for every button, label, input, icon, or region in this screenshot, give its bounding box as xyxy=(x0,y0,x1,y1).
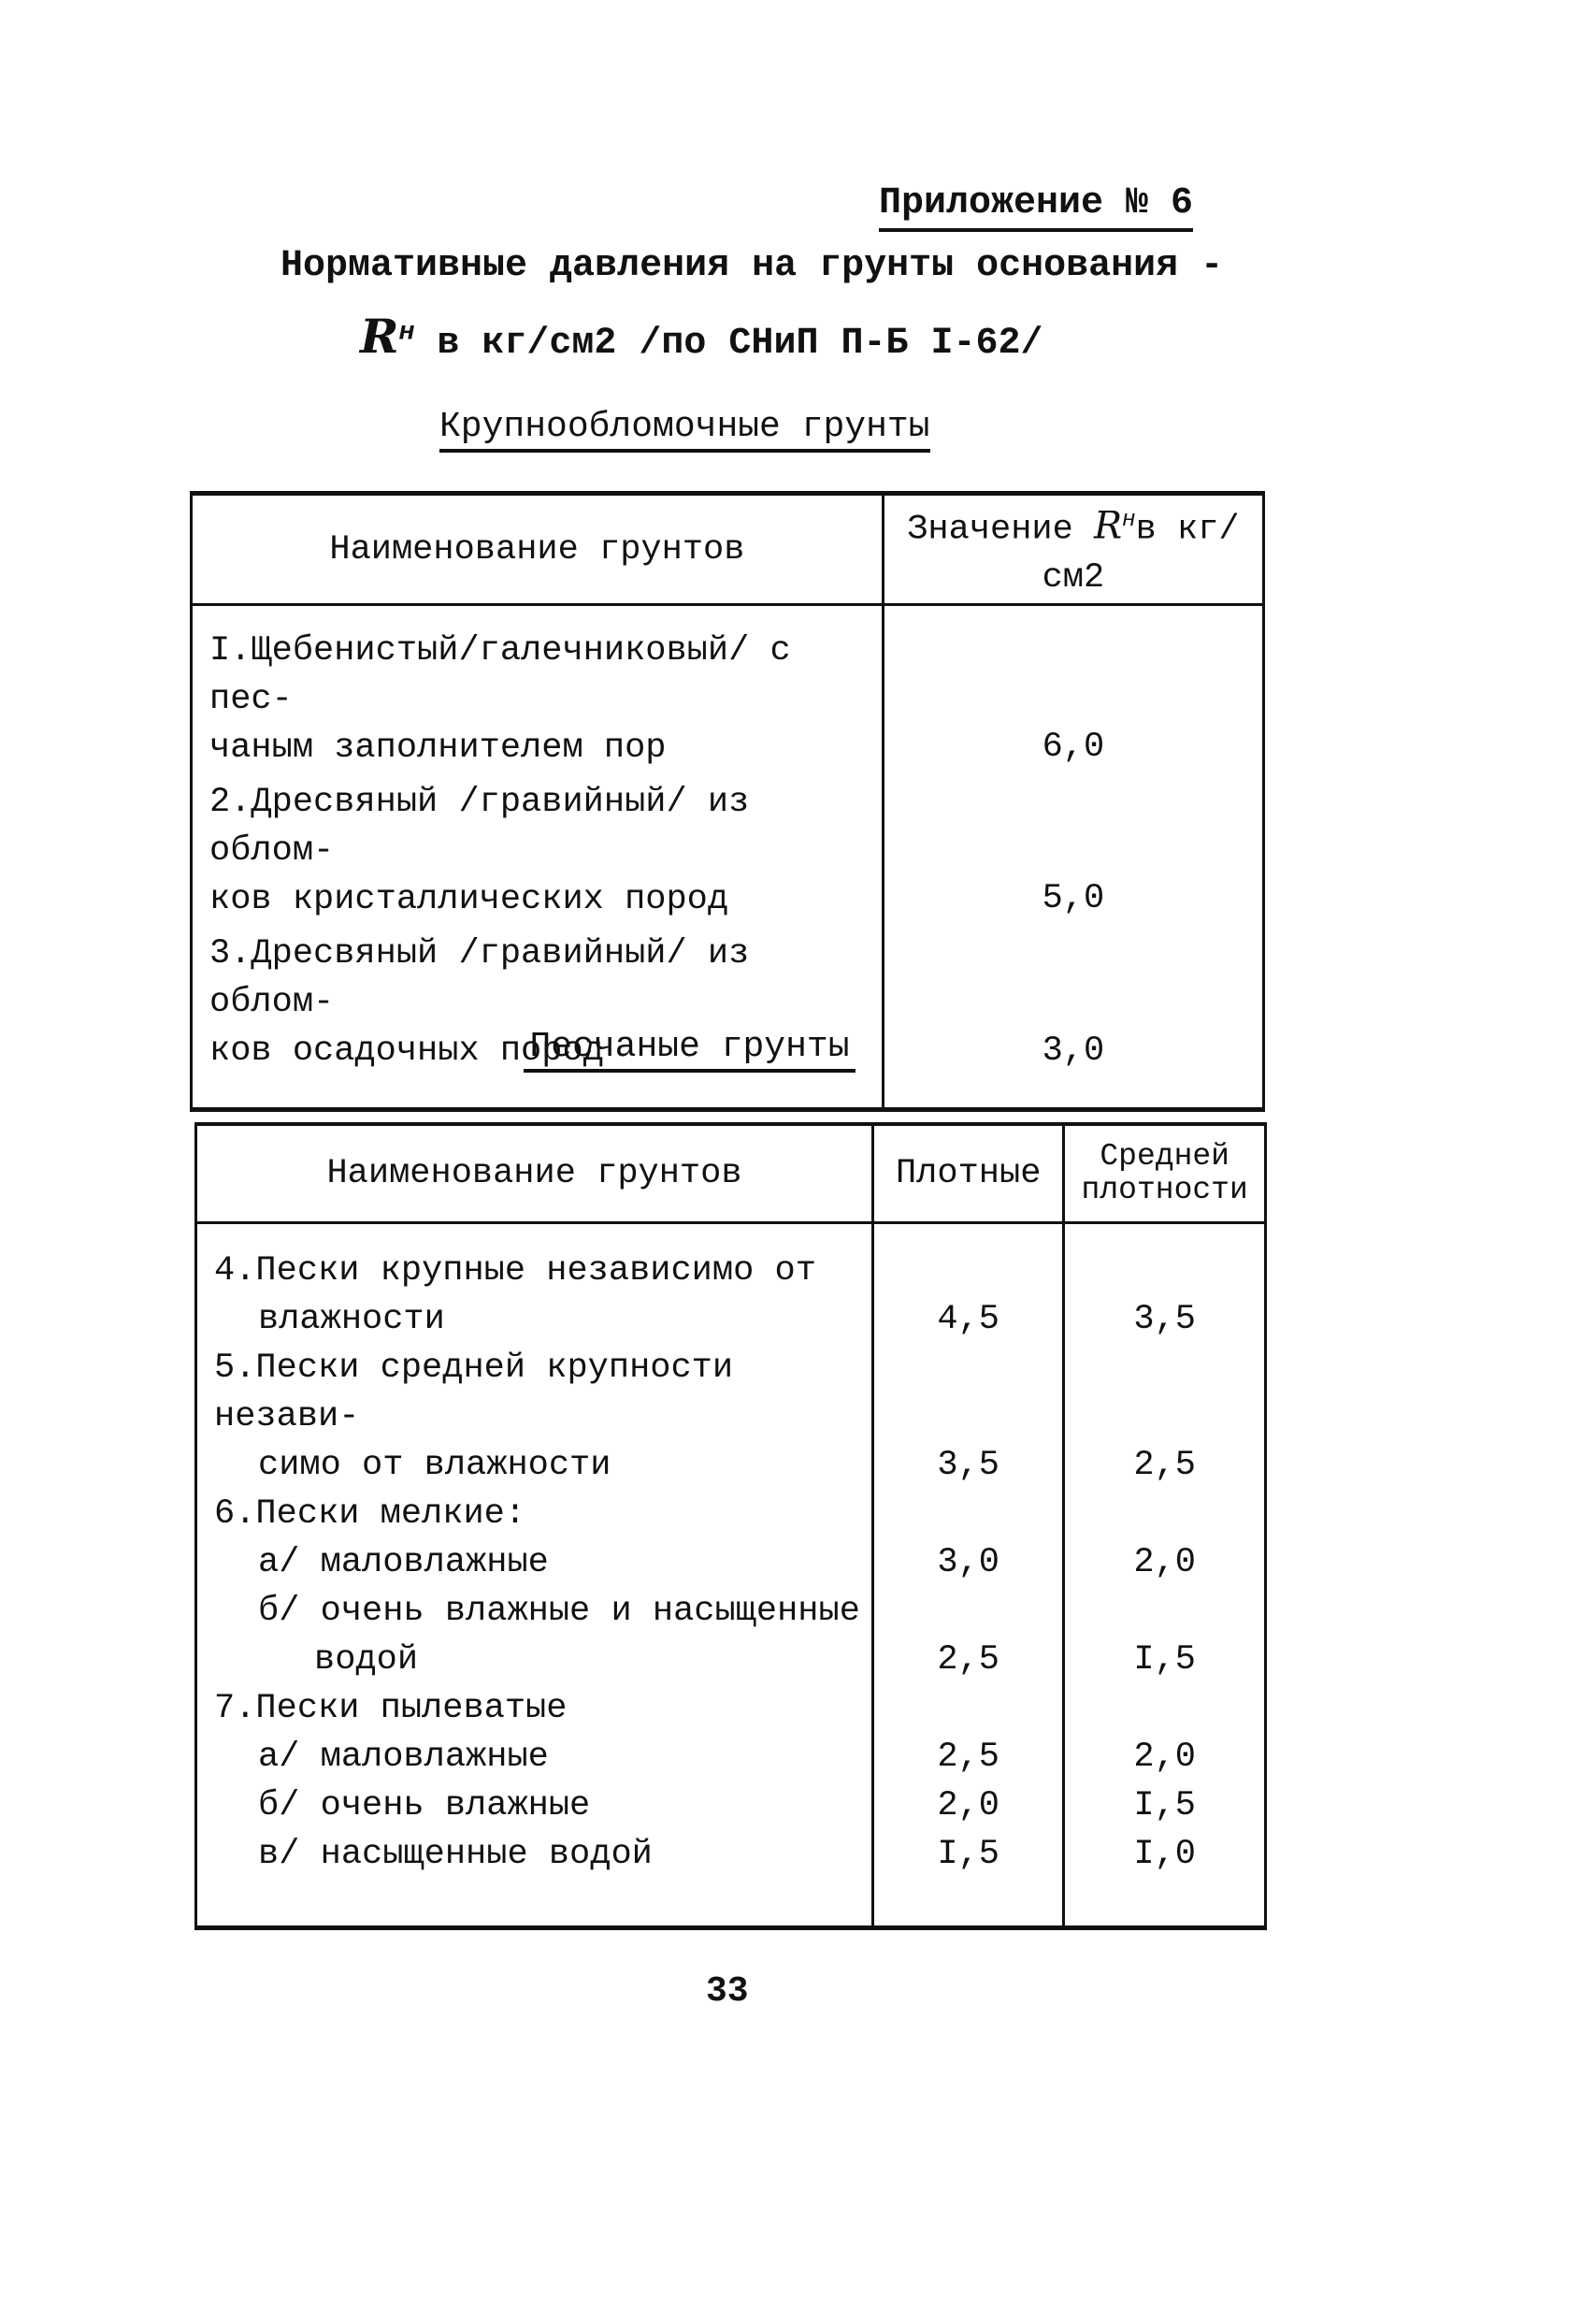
sandy-soils-table xyxy=(194,1122,1267,1930)
appendix-label: Приложение № 6 xyxy=(879,182,1193,232)
soil-name-cell: а/ маловлажные xyxy=(196,1538,873,1587)
soil-name-cell: б/ очень влажные и насыщенные xyxy=(196,1587,873,1636)
soil-name-cell: 4.Пески крупные независимо от xyxy=(196,1223,873,1296)
page-subtitle xyxy=(360,309,1042,365)
soil-name-cell: 6.Пески мелкие: xyxy=(196,1490,873,1538)
soil-name-line1: 2.Дресвяный /гравийный/ из облом- xyxy=(209,783,750,872)
dense-value-cell: 3,5 xyxy=(873,1441,1064,1490)
dense-value-cell: 2,0 xyxy=(873,1781,1064,1830)
medium-value-cell xyxy=(1064,1490,1266,1538)
medium-value-cell xyxy=(1064,1684,1266,1733)
medium-value-cell: 2,0 xyxy=(1133,1543,1196,1582)
dense-value-cell: 3,0 xyxy=(873,1538,1064,1587)
table-row xyxy=(196,1636,1266,1684)
medium-value-cell: I,5 xyxy=(1133,1640,1196,1680)
medium-value-cell xyxy=(1064,1223,1266,1296)
dense-value-cell xyxy=(873,1490,1064,1538)
table-row xyxy=(196,1490,1266,1538)
soil-name-cell: водой xyxy=(196,1636,873,1684)
value-header-prefix: Значение xyxy=(907,510,1095,550)
section-heading-coarse: Крупнообломочные грунты xyxy=(439,407,930,453)
soil-name-cell xyxy=(192,924,884,1110)
table-row xyxy=(196,1295,1266,1344)
soil-name-line1: I.Щебенистый/галечниковый/ с пес- xyxy=(209,631,791,720)
medium-value-cell: 2,0 xyxy=(1133,1738,1196,1777)
soil-name-cell: а/ маловлажные xyxy=(196,1733,873,1781)
soil-name-cell: 5.Пески средней крупности незави- xyxy=(196,1344,873,1441)
medium-value-cell: 2,5 xyxy=(1133,1446,1196,1485)
table-row xyxy=(196,1684,1266,1733)
dense-value-cell: I,5 xyxy=(873,1830,1064,1928)
table-row xyxy=(196,1223,1266,1296)
dense-value-cell xyxy=(873,1344,1064,1441)
column-header-medium xyxy=(1064,1124,1266,1223)
dense-value-cell: 4,5 xyxy=(873,1295,1064,1344)
section-heading-sandy: Песчаные грунты xyxy=(524,1027,856,1073)
dense-value-cell xyxy=(873,1223,1064,1296)
table-row xyxy=(192,924,1264,1110)
r-symbol: R xyxy=(1094,504,1123,548)
dense-value-cell xyxy=(873,1684,1064,1733)
r-superscript: н xyxy=(1122,508,1136,533)
r-symbol: R xyxy=(360,309,399,364)
soil-name-line2: ков осадочных пород xyxy=(209,1031,604,1072)
pressure-value-cell: 3,0 xyxy=(1042,1031,1105,1072)
medium-value-cell: I,5 xyxy=(1133,1786,1196,1825)
soil-name-line2: чаным заполнителем пор xyxy=(209,728,667,769)
soil-name-cell xyxy=(192,772,884,924)
table-row xyxy=(192,772,1264,924)
soil-name-cell: влажности xyxy=(196,1295,873,1344)
medium-value-cell: I,0 xyxy=(1133,1835,1196,1874)
coarse-soils-table xyxy=(190,491,1265,1112)
table-row xyxy=(196,1441,1266,1490)
soil-name-cell xyxy=(192,605,884,773)
table-header-row xyxy=(192,494,1264,605)
column-header-dense: Плотные xyxy=(873,1124,1064,1223)
table-row xyxy=(192,605,1264,773)
table-row xyxy=(196,1344,1266,1441)
page-number: 33 xyxy=(706,1971,749,2012)
column-header-medium-line1: Средней xyxy=(1100,1139,1229,1174)
table-row xyxy=(196,1733,1266,1781)
value-header-suffix: в кг/см2 xyxy=(1042,510,1240,599)
table-row xyxy=(196,1830,1266,1928)
table-row xyxy=(196,1587,1266,1636)
table-row xyxy=(196,1538,1266,1587)
page-title: Нормативные давления на грунты основания - xyxy=(280,245,1224,287)
dense-value-cell xyxy=(873,1587,1064,1636)
table-row xyxy=(196,1781,1266,1830)
soil-name-line1: 3.Дресвяный /гравийный/ из облом- xyxy=(209,934,750,1023)
pressure-value-cell: 6,0 xyxy=(1042,728,1105,768)
table-header-row xyxy=(196,1124,1266,1223)
soil-name-cell: б/ очень влажные xyxy=(196,1781,873,1830)
column-header-name: Наименование грунтов xyxy=(196,1124,873,1223)
column-header-value xyxy=(883,494,1263,605)
subtitle-text: в кг/см2 /по СНиП П-Б I-62/ xyxy=(414,323,1043,365)
medium-value-cell xyxy=(1064,1344,1266,1441)
soil-name-cell: в/ насыщенные водой xyxy=(196,1830,873,1928)
dense-value-cell: 2,5 xyxy=(873,1733,1064,1781)
soil-name-cell: симо от влажности xyxy=(196,1441,873,1490)
soil-name-line2: ков кристаллических пород xyxy=(209,880,729,920)
dense-value-cell: 2,5 xyxy=(873,1636,1064,1684)
medium-value-cell: 3,5 xyxy=(1133,1300,1196,1339)
column-header-name: Наименование грунтов xyxy=(192,494,884,605)
pressure-value-cell: 5,0 xyxy=(1042,879,1105,919)
soil-name-cell: 7.Пески пылеватые xyxy=(196,1684,873,1733)
column-header-medium-line2: плотности xyxy=(1081,1173,1248,1207)
medium-value-cell xyxy=(1064,1587,1266,1636)
r-superscript: н xyxy=(398,318,415,348)
